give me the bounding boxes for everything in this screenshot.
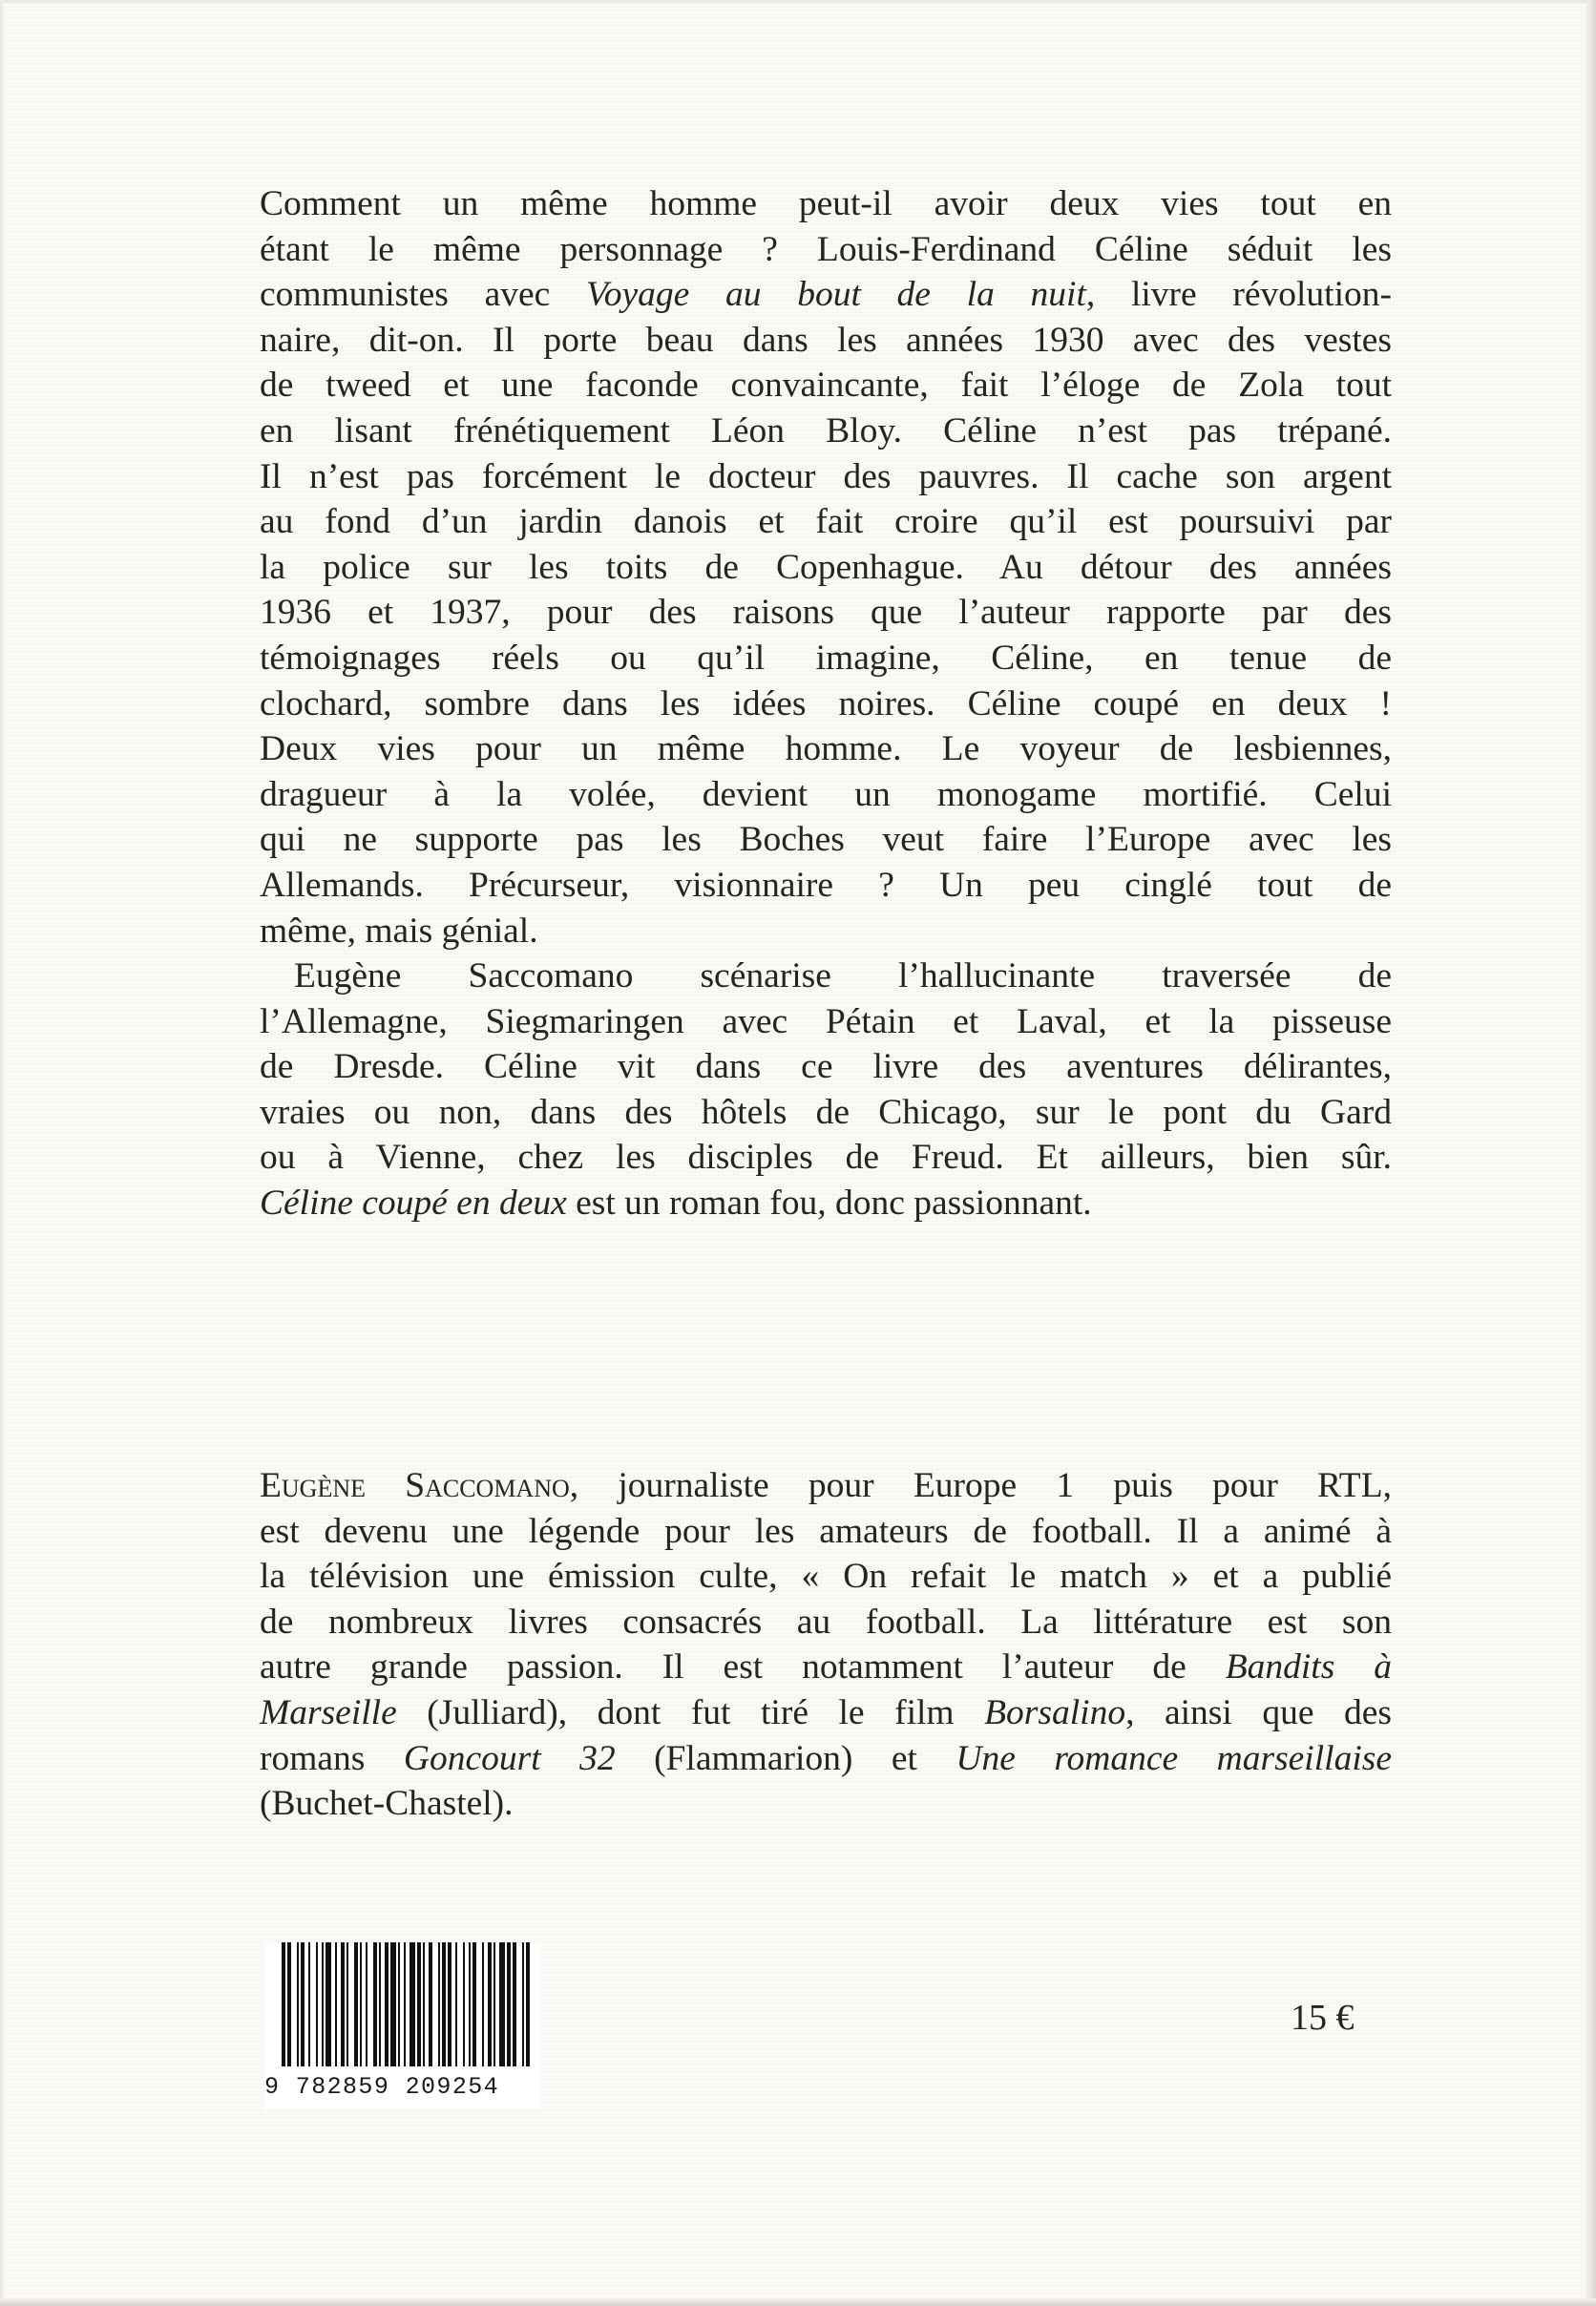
barcode-bar <box>463 1942 465 2066</box>
barcode-bar <box>326 1942 331 2066</box>
barcode-bar <box>448 1942 452 2066</box>
barcode-bar <box>494 1942 495 2066</box>
barcode-bar <box>282 1942 285 2066</box>
barcode-bar <box>410 1942 415 2066</box>
author-name: Eugène Saccomano <box>260 1466 570 1505</box>
barcode-bar <box>526 1942 530 2066</box>
blurb-text <box>260 181 1392 1226</box>
barcode-bar <box>482 1942 484 2066</box>
barcode-bar <box>335 1942 337 2066</box>
barcode-bar <box>417 1942 421 2066</box>
barcode-bar <box>385 1942 388 2066</box>
barcode-bar <box>360 1942 362 2066</box>
barcode-bar <box>488 1942 492 2066</box>
author-line: romans Goncourt 32 (Flammarion) et Une romance marseillaise <box>260 1738 1392 1778</box>
cover-edge-shadow-bottom <box>0 2298 1596 2306</box>
barcode-bar <box>390 1942 396 2066</box>
barcode-bar <box>398 1942 400 2066</box>
barcode-bar <box>438 1942 440 2066</box>
blurb-line: qui ne supporte pas les Boches veut faire l’Europe avec les <box>260 820 1392 860</box>
barcode-bar <box>354 1942 358 2066</box>
author-line: de nombreux livres consacrés au football. La littérature est son <box>260 1602 1392 1642</box>
blurb-line: de Dresde. Céline vit dans ce livre des aventures délirantes, <box>260 1047 1392 1087</box>
barcode-digits: 9 782859 209254 <box>264 2073 500 2101</box>
cover-edge-shadow-right <box>1586 0 1596 2306</box>
barcode-bar <box>472 1942 476 2066</box>
barcode-bar <box>373 1942 377 2066</box>
blurb-line: 1936 et 1937, pour des raisons que l’auteur rapporte par des <box>260 593 1392 633</box>
blurb-line: naire, dit-on. Il porte beau dans les années 1930 avec des vestes <box>260 320 1392 360</box>
barcode-bar <box>499 1942 505 2066</box>
barcode-bar <box>366 1942 368 2066</box>
blurb-line: au fond d’un jardin danois et fait croire qu’il est poursuivi par <box>260 502 1392 542</box>
blurb-line: Eugène Saccomano scénarise l’hallucinante traversée de <box>294 956 1392 996</box>
price-label: 15 € <box>1291 1998 1354 2038</box>
barcode-bar <box>507 1942 511 2066</box>
barcode-bars <box>280 1942 536 2066</box>
blurb-line: vraies ou non, dans des hôtels de Chicago, sur le pont du Gard <box>260 1092 1392 1132</box>
barcode-bar <box>301 1942 304 2066</box>
author-line: Marseille (Julliard), dont fut tiré le film Borsalino, ainsi que des <box>260 1692 1392 1732</box>
blurb-line: Céline coupé en deux est un roman fou, donc passionnant. <box>260 1184 1092 1224</box>
blurb-line: étant le même personnage ? Louis-Ferdinand Céline séduit les <box>260 229 1392 269</box>
blurb-line: dragueur à la volée, devient un monogame mortifié. Celui <box>260 774 1392 814</box>
author-bio <box>260 1463 1392 1827</box>
barcode-bar <box>522 1942 524 2066</box>
barcode-bar <box>287 1942 291 2066</box>
blurb-line: de tweed et une faconde convaincante, fait l’éloge de Zola tout <box>260 366 1392 406</box>
barcode-bar <box>308 1942 310 2066</box>
blurb-line: en lisant frénétiquement Léon Bloy. Céline n’est pas trépané. <box>260 410 1392 451</box>
blurb-line: Comment un même homme peut-il avoir deux vies tout en <box>260 184 1392 223</box>
barcode-bar <box>429 1942 432 2066</box>
barcode-bar <box>423 1942 425 2066</box>
book-title-italic: Voyage au bout de la nuit <box>586 275 1086 315</box>
blurb-line: communistes avec Voyage au bout de la nuit, livre révolution- <box>260 275 1392 315</box>
barcode-bar <box>341 1942 345 2066</box>
barcode-bar <box>455 1942 457 2066</box>
blurb-line: la police sur les toits de Copenhague. Au détour des années <box>260 547 1392 587</box>
book-title-italic: Céline coupé en deux <box>260 1184 567 1224</box>
barcode-bar <box>297 1942 299 2066</box>
barcode-bar <box>513 1942 516 2066</box>
barcode-bar <box>322 1942 324 2066</box>
blurb-line: même, mais génial. <box>260 911 538 951</box>
author-line: est devenu une légende pour les amateurs de football. Il a animé à <box>260 1511 1392 1551</box>
barcode-bar <box>316 1942 318 2066</box>
author-line: autre grande passion. Il est notamment l’auteur de Bandits à <box>260 1647 1392 1688</box>
blurb-line: Deux vies pour un même homme. Le voyeur de lesbiennes, <box>260 729 1392 769</box>
author-line: la télévision une émission culte, « On refait le match » et a publié <box>260 1557 1392 1597</box>
barcode-bar <box>379 1942 381 2066</box>
blurb-line: témoignages réels ou qu’il imagine, Céline, en tenue de <box>260 638 1392 678</box>
barcode-bar <box>442 1942 446 2066</box>
author-line: Eugène Saccomano, journaliste pour Europe 1 puis pour RTL, <box>260 1466 1392 1505</box>
blurb-line: Il n’est pas forcément le docteur des pauvres. Il cache son argent <box>260 456 1392 496</box>
blurb-line: Allemands. Précurseur, visionnaire ? Un peu cinglé tout de <box>260 865 1392 905</box>
isbn-barcode <box>264 1942 541 2109</box>
author-line: (Buchet-Chastel). <box>260 1784 514 1824</box>
barcode-bar <box>469 1942 471 2066</box>
blurb-line: ou à Vienne, chez les disciples de Freud. Et ailleurs, bien sûr. <box>260 1138 1392 1178</box>
barcode-bar <box>404 1942 406 2066</box>
barcode-bar <box>346 1942 348 2066</box>
blurb-line: l’Allemagne, Siegmaringen avec Pétain et Laval, et la pisseuse <box>260 1001 1392 1041</box>
blurb-line: clochard, sombre dans les idées noires. Céline coupé en deux ! <box>260 683 1392 723</box>
